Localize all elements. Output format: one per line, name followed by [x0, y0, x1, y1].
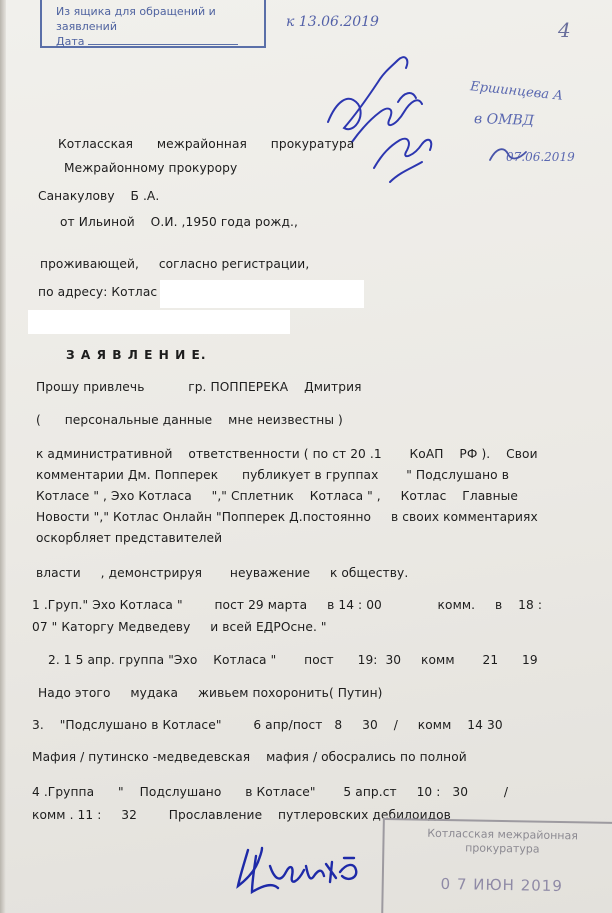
handwritten-k-date: к 13.06.2019 [286, 14, 379, 30]
received-stamp [381, 818, 612, 913]
body-line-5: Котласе " , Эхо Котласа "," Сплетник Котласа " , Котлас Главные [36, 489, 518, 503]
stamp-line-date: Дата [56, 35, 85, 48]
body-line-1: Прошу привлечь гр. ПОППЕРЕКА Дмитрия [36, 380, 362, 394]
resolution-signature [318, 42, 458, 192]
body-line-2: ( персональные данные мне неизвестны ) [36, 413, 343, 427]
body-line-4: комментарии Дм. Попперек публикует в группах " Подслушано в [36, 468, 509, 482]
body-line-15: 4 .Группа " Подслушано в Котласе" 5 апр.ст 10 : 30 / [32, 785, 509, 799]
body-line-7: оскорбляет представителей [36, 531, 223, 545]
registration-stamp [40, 0, 266, 48]
received-stamp-office: Котласская межрайонная [427, 826, 579, 843]
body-line-12: Надо этого мудака живьем похоронить( Путин) [38, 686, 383, 700]
header-address: по адресу: Котлас [38, 285, 158, 299]
header-recipient: Межрайонному прокурору [64, 161, 238, 175]
received-stamp-office-2: прокуратура [465, 841, 540, 856]
received-stamp-date: 0 7 ИЮН 2019 [440, 874, 564, 896]
body-line-14: Мафия / путинско -медведевская мафия / обосрались по полной [32, 750, 467, 764]
stamp-date-underline [88, 44, 238, 45]
handwritten-resolution-date: 07.06.2019 [506, 150, 575, 164]
header-recipient-name: Санакулову Б .А. [38, 189, 160, 203]
body-line-10: 07 " Каторгу Медведеву и всей ЕДРОсне. " [32, 620, 327, 634]
body-line-11: 2. 1 5 апр. группа "Эхо Котласа " пост 19: 30 комм 21 19 [48, 653, 538, 667]
handwritten-note-2: в ОМВД [473, 110, 535, 130]
document-title: З А Я В Л Е Н И Е. [66, 348, 207, 362]
stamp-line-source: Из ящика для обращений и заявлений [56, 5, 216, 33]
resolution-arrow-mark [486, 140, 556, 170]
handwritten-note-1: Ершинцева А [469, 79, 564, 104]
body-line-13: 3. "Подслушано в Котласе" 6 апр/пост 8 30 / комм 14 30 [32, 718, 503, 732]
address-redaction-2 [28, 310, 290, 334]
body-line-3: к административной ответственности ( по ст 20 .1 КоАП РФ ). Свои [36, 447, 538, 461]
address-redaction-1 [160, 280, 364, 308]
header-residence: проживающей, согласно регистрации, [40, 257, 310, 271]
body-line-8: власти , демонстрируя неуважение к обществу. [36, 566, 409, 580]
handwritten-page-number: 4 [558, 18, 571, 42]
header-sender: от Ильиной О.И. ,1950 года рожд., [60, 215, 298, 229]
applicant-signature [232, 836, 372, 906]
header-prosecutor-office: Котласская межрайонная прокуратура [58, 137, 355, 151]
body-line-16: комм . 11 : 32 Прославление путлеровских дебилоидов [32, 808, 451, 822]
body-line-6: Новости "," Котлас Онлайн "Попперек Д.постоянно в своих комментариях [36, 510, 538, 524]
page-fold-shadow [0, 0, 6, 913]
body-line-9: 1 .Груп." Эхо Котласа " пост 29 марта в 14 : 00 комм. в 18 : [32, 598, 543, 612]
